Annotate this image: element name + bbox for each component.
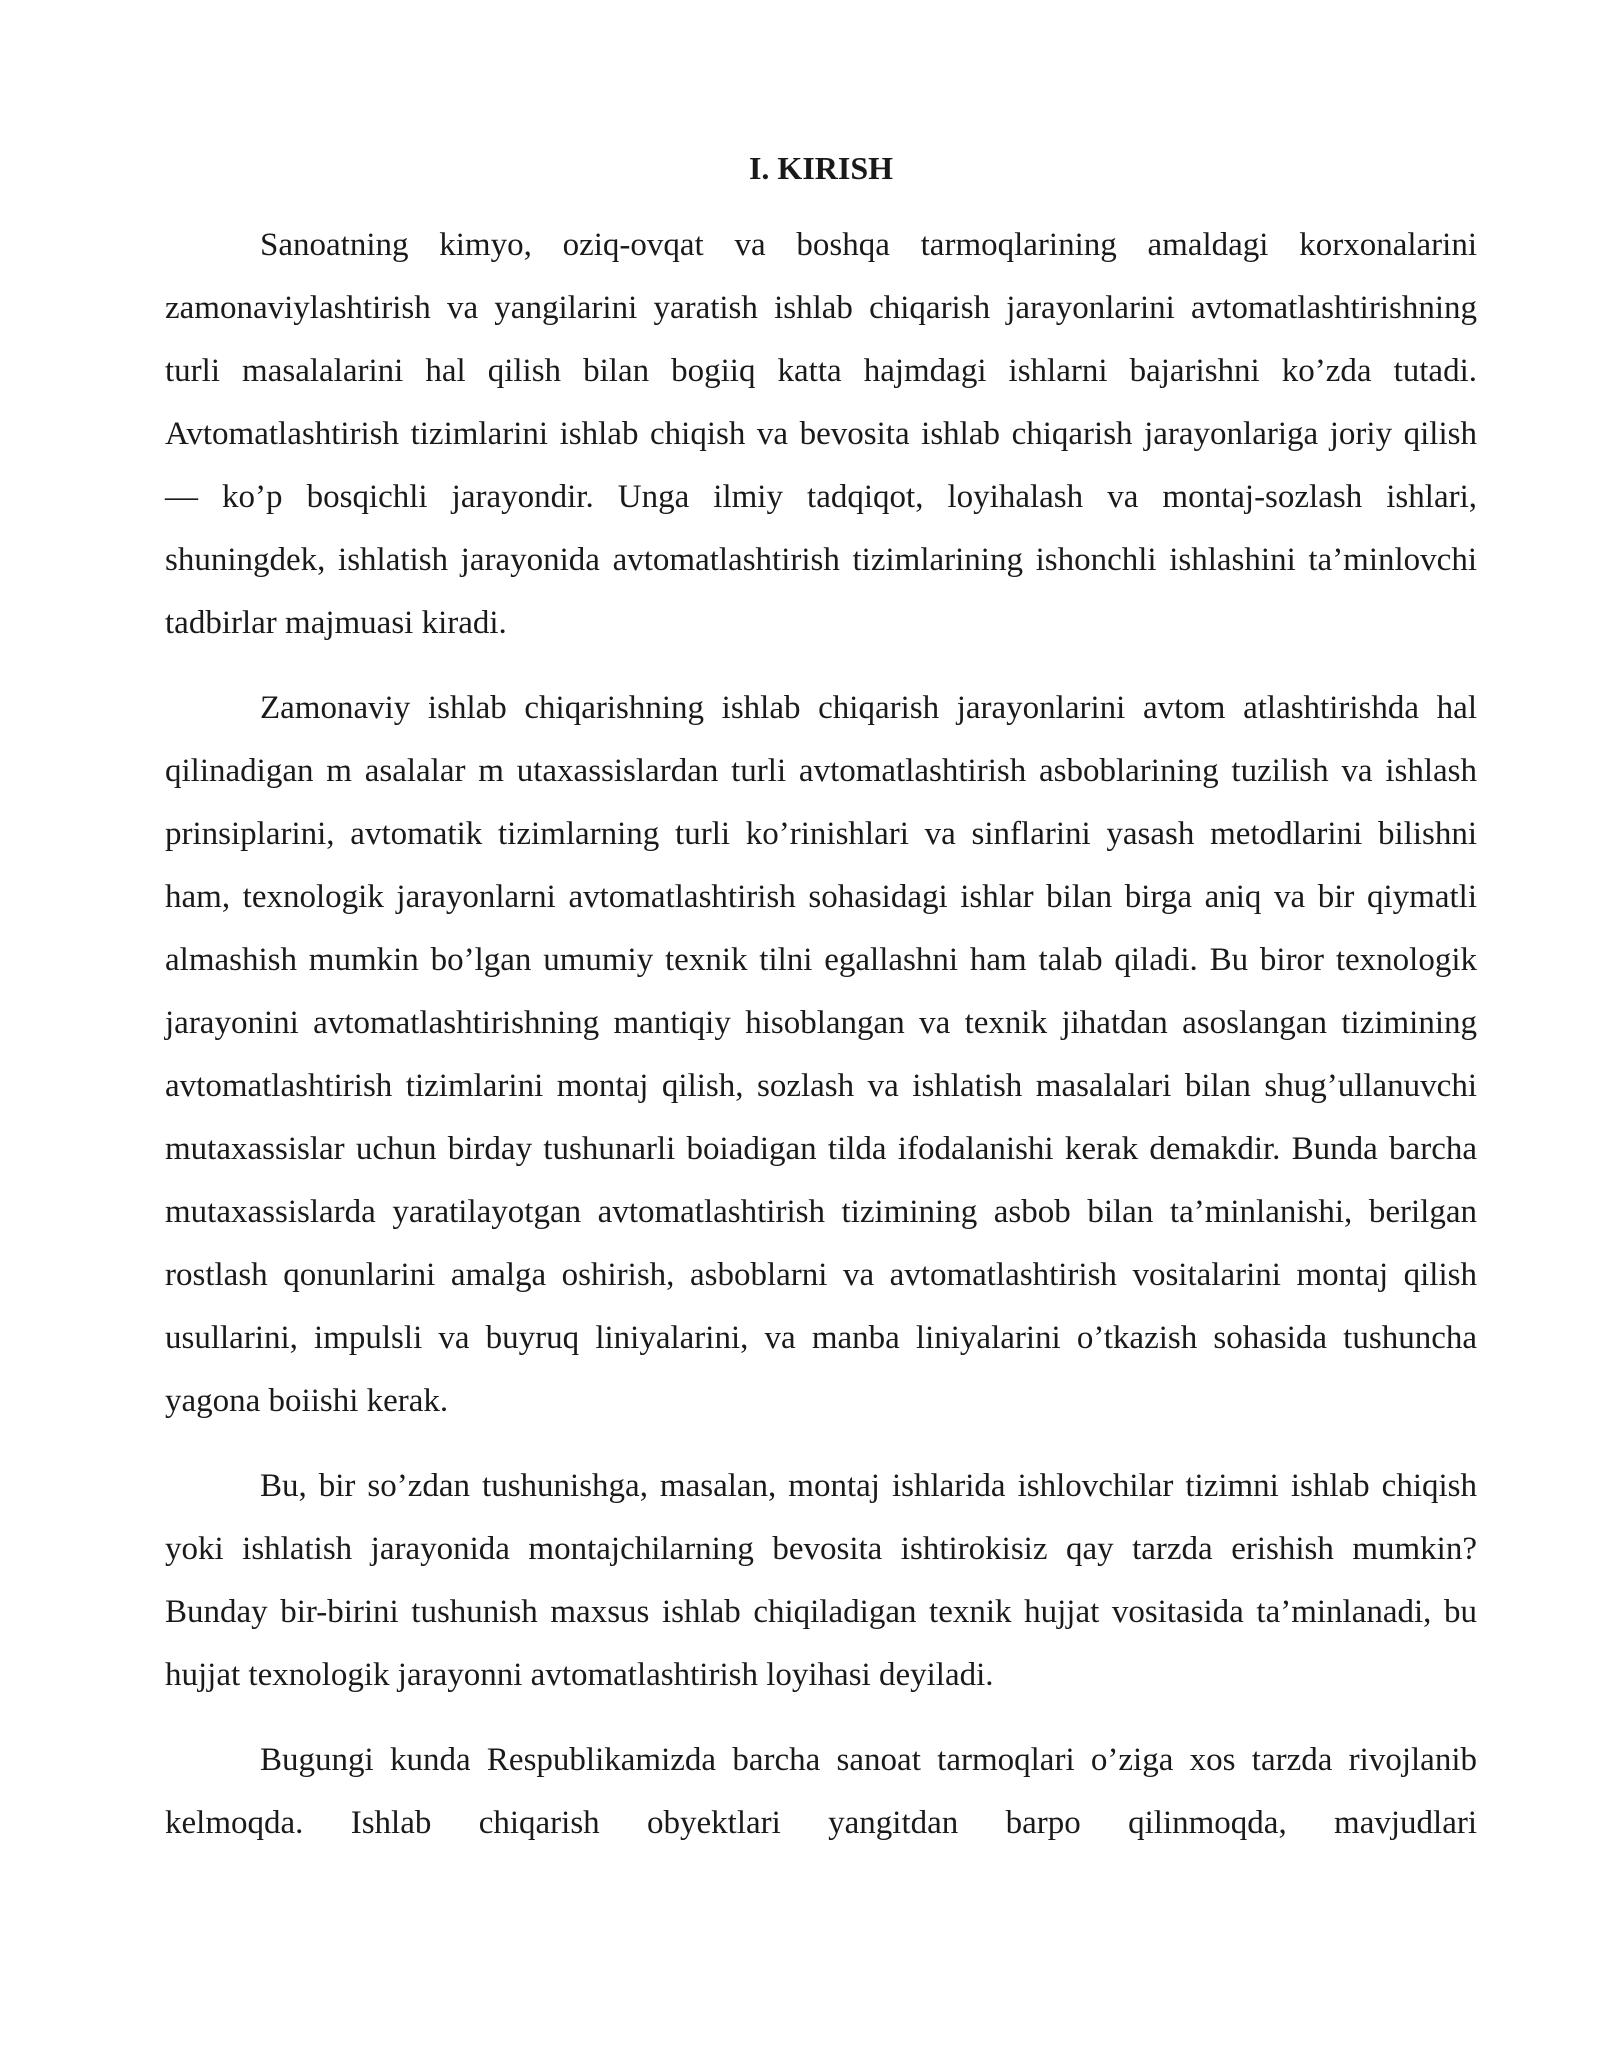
section-heading: I. KIRISH <box>748 150 894 186</box>
paragraph-3: Bu, bir so’zdan tushunishga, masalan, montaj ishlarida ishlovchilar tizimni ishlab chiqish yoki ishlatish jarayonida montajchilarning bevosita ishtirokisiz qay tarzda erishish mumkin? Bunday bir-birini tushunish maxsus ishlab chiqiladigan texnik hujjat vositasida ta’minlanadi, bu hujjat texnologik jarayonni avtomatlashtirish loyihasi deyiladi. <box>165 1468 1477 1693</box>
paragraph-2: Zamonaviy ishlab chiqarishning ishlab chiqarish jarayonlarini avtom atlashtirishda hal qilinadigan m asalalar m utaxassislardan turli avtomatlashtirish asboblarining tuzilish va ishlash prinsiplarini, avtomatik tizimlarning turli ko’rinishlari va sinflarini yasash metodlarini bilishni ham, texnologik jarayonlarni avtomatlashtirish sohasidagi ishlar bilan birga aniq va bir qiymatli almashish mumkin bo’lgan umumiy texnik tilni egallashni ham talab qiladi. Bu biror texnologik jarayonini avtomatlashtirishning mantiqiy hisoblangan va texnik jihatdan asoslangan tizimining avtomatlashtirish tizimlarini montaj qilish, sozlash va ishlatish masalalari bilan shug’ullanuvchi mutaxassislar uchun birday tushunarli boiadigan tilda ifodalanishi kerak demakdir. Bunda barcha mutaxassislarda yaratilayotgan avtomatlashtirish tizimining asbob bilan ta’minlanishi, berilgan rostlash qonunlarini amalga oshirish, asboblarni va avtomatlashtirish vositalarini montaj qilish usullarini, impulsli va buyruq liniyalarini, va manba liniyalarini o’tkazish sohasida tushuncha yagona boiishi kerak. <box>165 690 1477 1419</box>
paragraph-1: Sanoatning kimyo, oziq-ovqat va boshqa tarmoqlarining amaldagi korxonalarini zamonaviylashtirish va yangilarini yaratish ishlab chiqarish jarayonlarini avtomatlashtirishning turli masalalarini hal qilish bilan bogiiq katta hajmdagi ishlarni bajarishni ko’zda tutadi. Avtomatlashtirish tizimlarini ishlab chiqish va bevosita ishlab chiqarish jarayonlariga joriy qilish — ko’p bosqichli jarayondir. Unga ilmiy tadqiqot, loyihalash va montaj-sozlash ishlari, shuningdek, ishlatish jarayonida avtomatlashtirish tizimlarining ishonchli ishlashini ta’minlovchi tadbirlar majmuasi kiradi. <box>165 227 1477 641</box>
paragraph-4: Bugungi kunda Respublikamizda barcha sanoat tarmoqlari o’ziga xos tarzda rivojlanib kelmoqda. Ishlab chiqarish obyektlari yangitdan barpo qilinmoqda, mavjudlari <box>165 1742 1477 1841</box>
document-page <box>165 148 1477 1877</box>
